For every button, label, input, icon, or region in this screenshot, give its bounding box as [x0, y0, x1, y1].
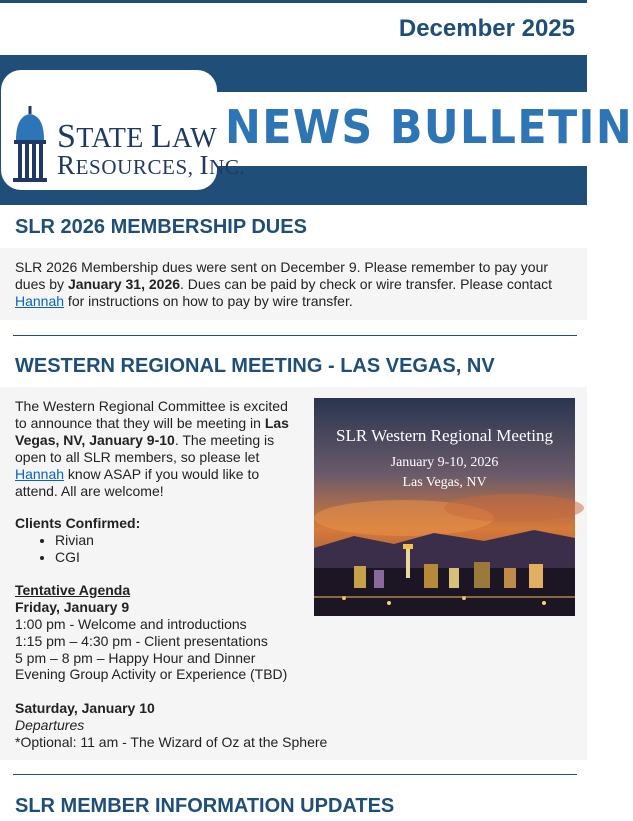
logo-line-1: STATE LAW: [57, 118, 217, 155]
section-divider: [13, 774, 577, 775]
logo-line-2: RESOURCES, INC.: [57, 150, 246, 180]
dues-heading: SLR 2026 MEMBERSHIP DUES: [15, 216, 307, 238]
section-divider: [13, 335, 577, 336]
capitol-dome-icon: [13, 106, 47, 182]
optional-activity: *Optional: 11 am - The Wizard of Oz at the Sphere: [15, 734, 328, 750]
western-contact-link[interactable]: Hannah: [15, 466, 65, 482]
photo-caption-location: Las Vegas, NV: [402, 475, 487, 490]
western-intro: The Western Regional Committee is excited to announce that they will be meeting in Las Vegas, NV, January 9-10. The meeting is open to all SLR members, so please let Hannah know ASAP if you would like to attend. All are welcome!: [15, 398, 289, 499]
top-rule: [0, 0, 587, 3]
western-meeting-heading: WESTERN REGIONAL MEETING - LAS VEGAS, NV: [15, 355, 495, 377]
newsletter-banner: [0, 55, 633, 205]
event-photo-las-vegas: [314, 398, 575, 616]
photo-caption-dates: January 9-10, 2026: [390, 455, 499, 470]
dues-deadline: January 31, 2026: [67, 276, 181, 292]
agenda-item: 1:15 pm – 4:30 pm - Client presentations: [15, 633, 268, 649]
clients-list: [15, 532, 94, 566]
meeting-location-date: Las Vegas, NV, January 9-10: [15, 415, 289, 448]
slr-logo: [1, 70, 246, 190]
agenda-label: Tentative Agenda: [15, 582, 131, 598]
photo-caption-title: SLR Western Regional Meeting: [336, 426, 553, 445]
member-updates-heading: SLR MEMBER INFORMATION UPDATES: [15, 795, 395, 817]
dues-panel: [0, 248, 587, 320]
issue-date: December 2025: [398, 15, 575, 42]
list-item: • Rivian: [55, 532, 94, 549]
saturday-label: Saturday, January 10: [15, 700, 155, 716]
banner-title: NEWS BULLETIN: [225, 100, 633, 154]
clients-label: Clients Confirmed:: [15, 515, 141, 531]
agenda-item: Departures: [15, 717, 85, 733]
dues-contact-link[interactable]: Hannah: [15, 293, 65, 309]
agenda-item: 5 pm – 8 pm – Happy Hour and Dinner: [15, 650, 256, 666]
friday-label: Friday, January 9: [15, 599, 130, 615]
list-item: • CGI: [55, 549, 94, 566]
dues-text: SLR 2026 Membership dues were sent on December 9. Please remember to pay your dues by January 31, 2026. Dues can be paid by check or wire transfer. Please contact Hannah for instructions on how to pay by wire transfer.: [15, 259, 553, 309]
agenda-item: 1:00 pm - Welcome and introductions: [15, 616, 247, 632]
agenda-item: Evening Group Activity or Experience (TBD): [15, 666, 288, 682]
